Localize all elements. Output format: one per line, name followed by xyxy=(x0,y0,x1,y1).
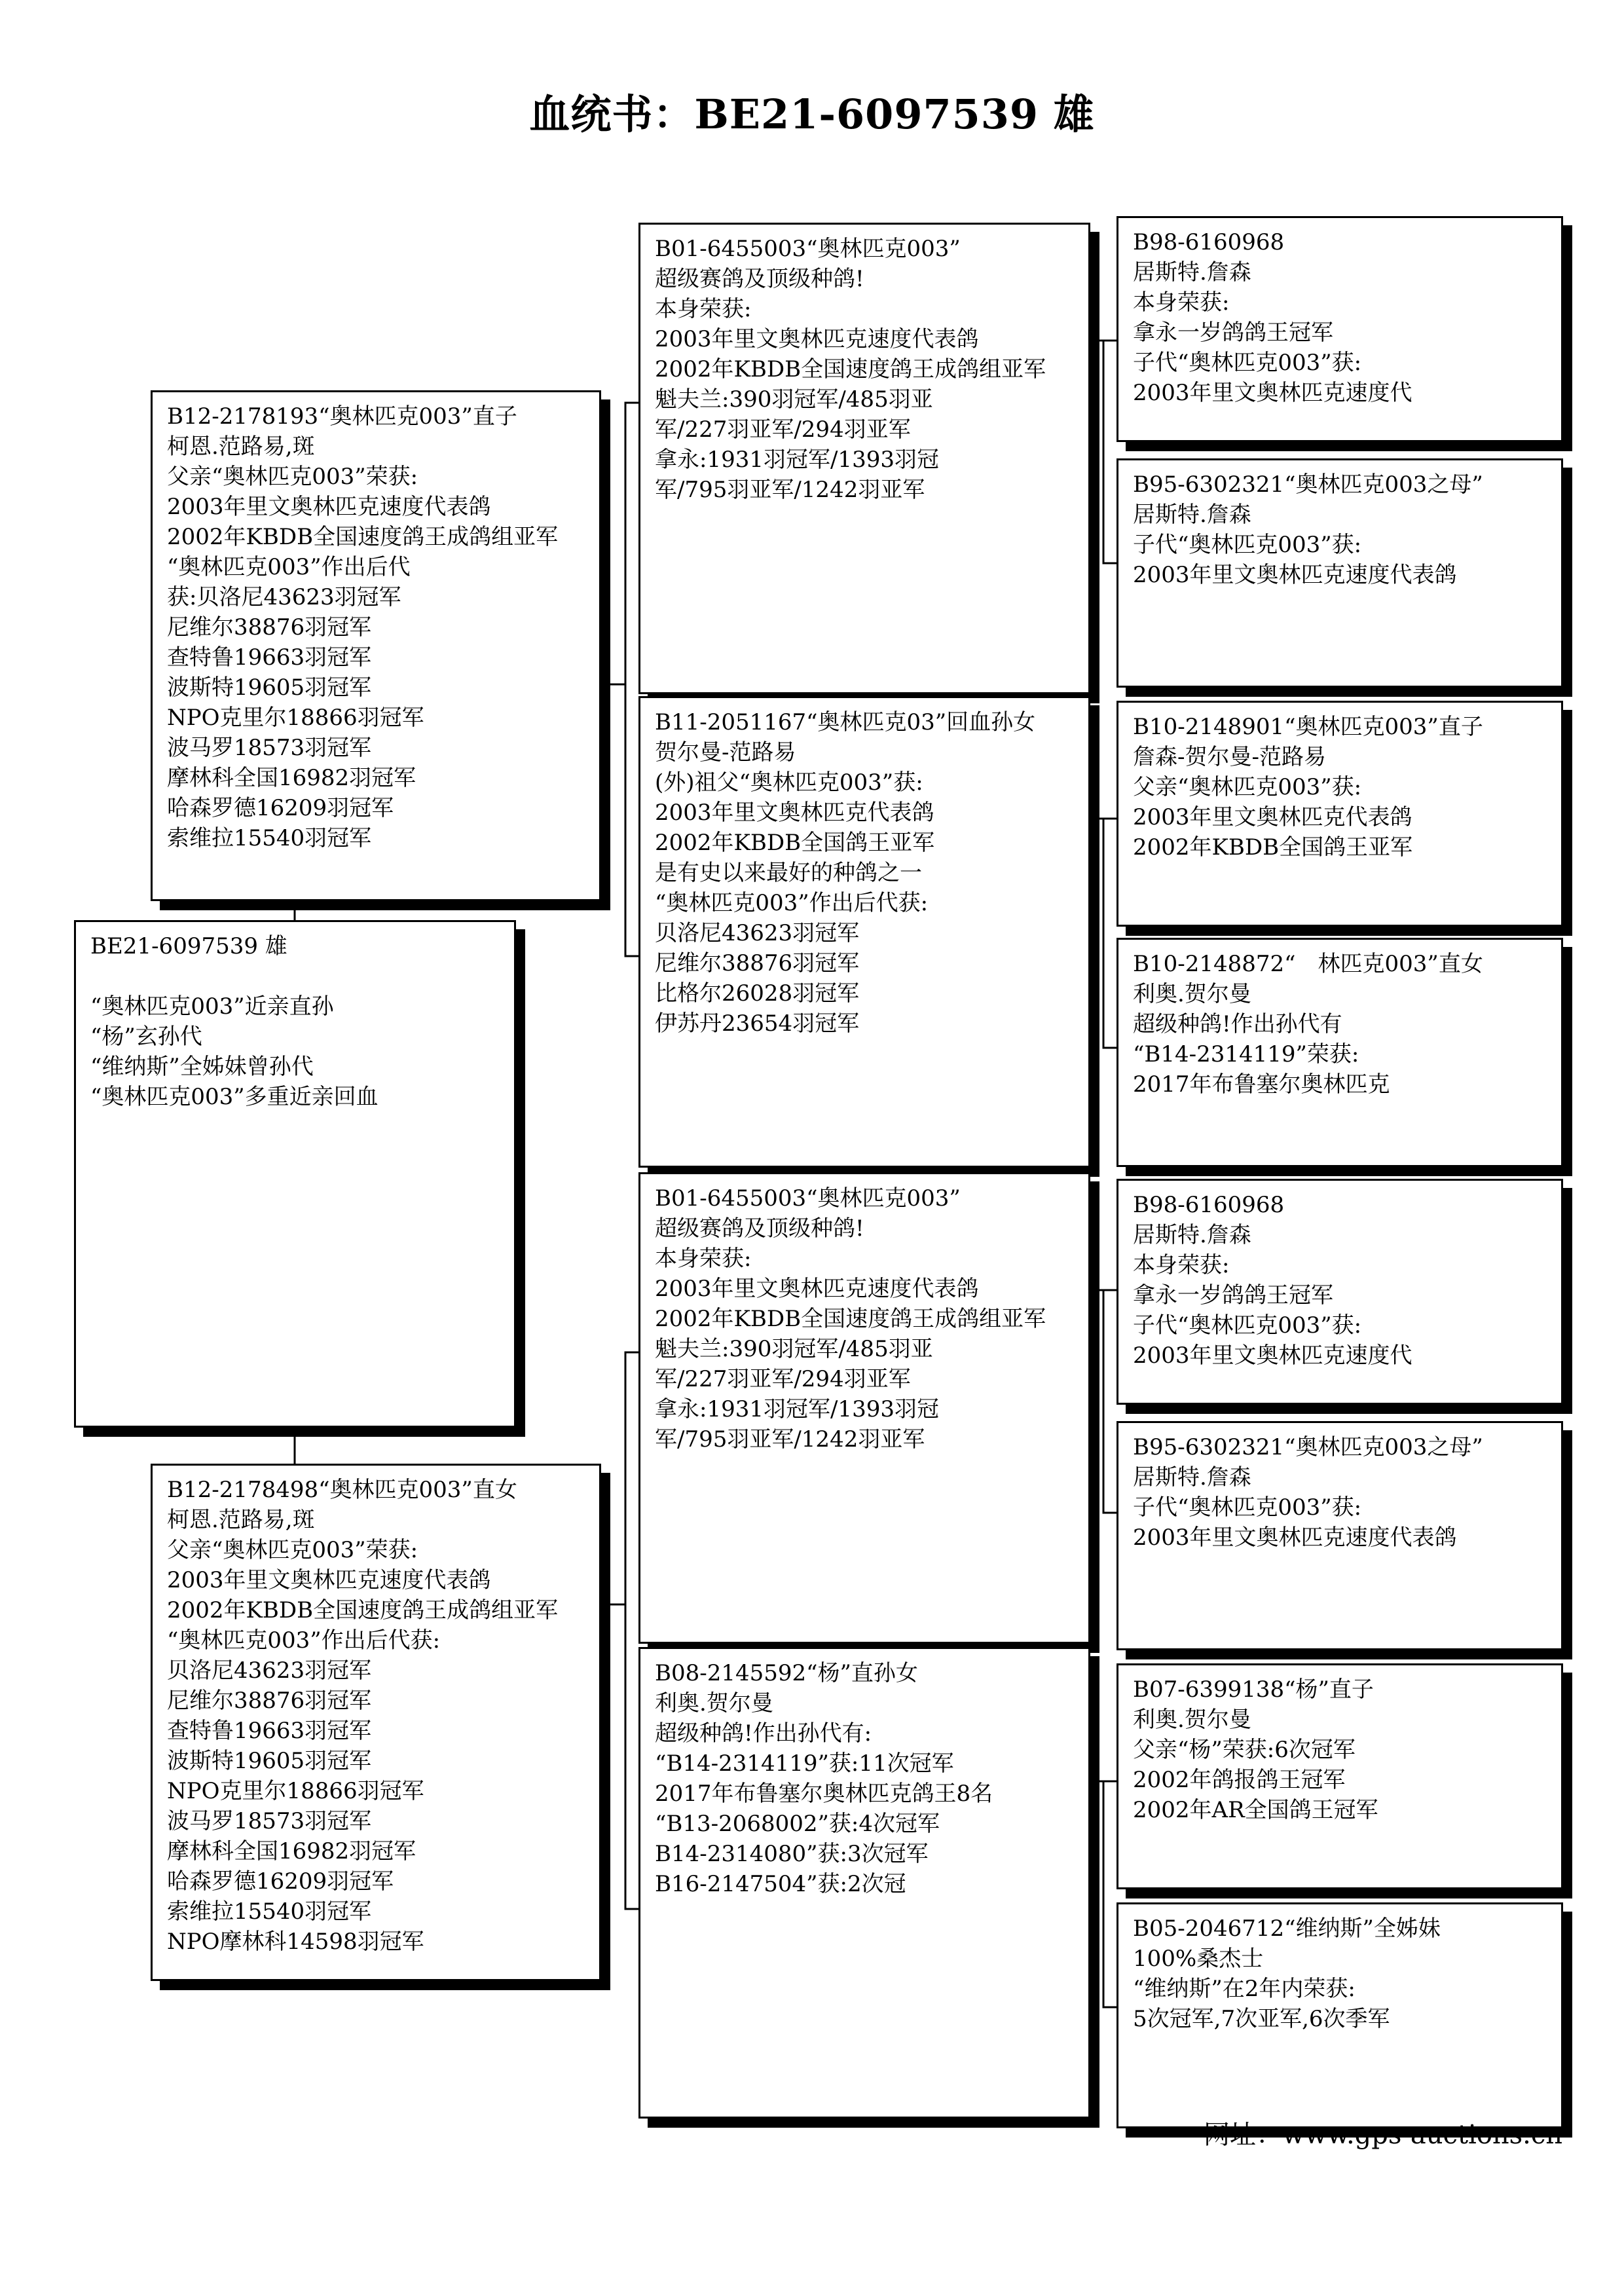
card-line: 哈森罗德16209羽冠军 xyxy=(167,1868,394,1895)
connector-dam-bracket xyxy=(625,1352,638,1909)
card-line: BE21-6097539 雄 xyxy=(90,933,287,959)
card-line: 父亲“杨”荣获:6次冠军 xyxy=(1133,1737,1356,1763)
card-line: B98-6160968 xyxy=(1133,1192,1285,1218)
card-line: 2003年里文奥林匹克速度代 xyxy=(1133,1342,1412,1369)
card-line: NPO克里尔18866羽冠军 xyxy=(167,705,424,731)
card-line: B05-2046712“维纳斯”全姊妹 xyxy=(1133,1916,1441,1942)
subject-card xyxy=(74,920,516,1428)
card-line: 父亲“奥林匹克003”荣获: xyxy=(167,1537,418,1563)
card-line: 本身荣获: xyxy=(1133,289,1230,316)
card-line: 军/227羽亚军/294羽亚军 xyxy=(655,417,911,443)
card-line: 波马罗18573羽冠军 xyxy=(167,1808,372,1834)
card-line: “奥林匹克003”作出后代获: xyxy=(167,1627,441,1654)
card-line: 波斯特19605羽冠军 xyxy=(167,1748,372,1774)
card-line: “B14-2314119”荣获: xyxy=(1133,1041,1359,1067)
card-line: (外)祖父“奥林匹克003”获: xyxy=(655,769,923,796)
card-line: 利奥.贺尔曼 xyxy=(1133,981,1251,1007)
gen4-card-2 xyxy=(1116,458,1563,688)
card-line: 尼维尔38876羽冠军 xyxy=(167,1688,372,1714)
card-line: NPO摩林科14598羽冠军 xyxy=(167,1929,424,1955)
card-line: 索维拉15540羽冠军 xyxy=(167,825,372,851)
card-line: B08-2145592“杨”直孙女 xyxy=(655,1660,918,1686)
card-line: 摩林科全国16982羽冠军 xyxy=(167,1838,416,1864)
card-line: 魁夫兰:390羽冠军/485羽亚 xyxy=(655,386,933,413)
card-line: 100%桑杰士 xyxy=(1133,1946,1264,1972)
card-line: 军/795羽亚军/1242羽亚军 xyxy=(655,477,925,503)
card-line: 哈森罗德16209羽冠军 xyxy=(167,795,394,821)
card-line: B12-2178498“奥林匹克003”直女 xyxy=(167,1477,517,1503)
card-line: 是有史以来最好的种鸽之一 xyxy=(655,860,922,886)
card-line: 索维拉15540羽冠军 xyxy=(167,1898,372,1925)
connector-sire-bracket xyxy=(625,403,638,956)
card-line: 居斯特.詹森 xyxy=(1133,1222,1251,1248)
card-line: 5次冠军,7次亚军,6次季军 xyxy=(1133,2006,1390,2032)
card-line: 2002年KBDB全国速度鸽王成鸽组亚军 xyxy=(167,524,559,550)
dam-card xyxy=(151,1464,601,1981)
card-line: 2003年里文奥林匹克速度代表鸽 xyxy=(655,326,979,352)
card-line xyxy=(90,961,504,991)
gen3-card-2 xyxy=(638,696,1090,1168)
card-line: B10-2148901“奥林匹克003”直子 xyxy=(1133,714,1483,740)
card-line: NPO克里尔18866羽冠军 xyxy=(167,1778,424,1804)
card-line: “奥林匹克003”作出后代获: xyxy=(655,890,929,916)
card-line: 詹森-贺尔曼-范路易 xyxy=(1133,744,1326,770)
gen4-card-3 xyxy=(1116,701,1563,927)
card-line: 超级种鸽!作出孙代有 xyxy=(1133,1011,1342,1037)
card-line: 2002年KBDB全国速度鸽王成鸽组亚军 xyxy=(655,1306,1046,1332)
card-line: 尼维尔38876羽冠军 xyxy=(167,614,372,640)
card-line: “奥林匹克003”作出后代 xyxy=(167,554,411,580)
card-line: 贝洛尼43623羽冠军 xyxy=(655,920,860,946)
card-line: 子代“奥林匹克003”获: xyxy=(1133,350,1362,376)
card-line: 查特鲁19663羽冠军 xyxy=(167,1718,372,1744)
card-line: 军/227羽亚军/294羽亚军 xyxy=(655,1366,911,1392)
card-line: 波马罗18573羽冠军 xyxy=(167,735,372,761)
card-line: 查特鲁19663羽冠军 xyxy=(167,644,372,671)
card-line: 拿永一岁鸽鸽王冠军 xyxy=(1133,1282,1333,1308)
card-line: B98-6160968 xyxy=(1133,229,1285,255)
card-line: 居斯特.詹森 xyxy=(1133,1464,1251,1491)
gen4-card-1 xyxy=(1116,216,1563,442)
card-line: B95-6302321“奥林匹克003之母” xyxy=(1133,472,1483,498)
card-line: B11-2051167“奥林匹克03”回血孙女 xyxy=(655,709,1036,735)
card-line: 超级赛鸽及顶级种鸽! xyxy=(655,266,864,292)
card-line: 2002年AR全国鸽王冠军 xyxy=(1133,1797,1378,1823)
card-line: 2002年KBDB全国速度鸽王成鸽组亚军 xyxy=(655,356,1046,382)
card-line: 波斯特19605羽冠军 xyxy=(167,675,372,701)
card-line: 伊苏丹23654羽冠军 xyxy=(655,1010,860,1037)
card-line: “B13-2068002”获:4次冠军 xyxy=(655,1811,940,1837)
gen3-card-1 xyxy=(638,223,1090,694)
card-line: 利奥.贺尔曼 xyxy=(1133,1707,1251,1733)
connector-gen3-1 xyxy=(1090,341,1116,563)
card-line: 拿永一岁鸽鸽王冠军 xyxy=(1133,320,1333,346)
card-line: B10-2148872“ 林匹克003”直女 xyxy=(1133,951,1483,977)
card-line: 2003年里文奥林匹克代表鸽 xyxy=(655,800,934,826)
card-line: 获:贝洛尼43623羽冠军 xyxy=(167,584,401,610)
card-line: “B14-2314119”获:11次冠军 xyxy=(655,1750,954,1777)
card-line: B95-6302321“奥林匹克003之母” xyxy=(1133,1434,1483,1460)
gen4-card-5 xyxy=(1116,1179,1563,1405)
connector-gen3-3 xyxy=(1090,1290,1116,1513)
card-line: “奥林匹克003”多重近亲回血 xyxy=(90,1084,378,1110)
card-line: B01-6455003“奥林匹克003” xyxy=(655,1185,961,1212)
card-line: 2003年里文奥林匹克速度代表鸽 xyxy=(1133,562,1457,588)
card-line: 2003年里文奥林匹克速度代表鸽 xyxy=(167,1567,491,1593)
card-line: 2002年鸽报鸽王冠军 xyxy=(1133,1767,1346,1793)
card-line: 贝洛尼43623羽冠军 xyxy=(167,1657,372,1684)
connector-gen3-2 xyxy=(1090,819,1116,1048)
card-line: 2003年里文奥林匹克速度代表鸽 xyxy=(167,494,491,520)
card-line: 柯恩.范路易,斑 xyxy=(167,434,315,460)
gen4-card-4 xyxy=(1116,938,1563,1167)
card-line: 子代“奥林匹克003”获: xyxy=(1133,1312,1362,1339)
card-line: 拿永:1931羽冠军/1393羽冠 xyxy=(655,1396,939,1422)
gen4-card-7 xyxy=(1116,1663,1563,1889)
card-line: 2003年里文奥林匹克速度代表鸽 xyxy=(655,1276,979,1302)
card-line: B16-2147504”获:2次冠 xyxy=(655,1871,906,1897)
card-line: 2017年布鲁塞尔奥林匹克鸽王8名 xyxy=(655,1781,993,1807)
card-line: 2002年KBDB全国速度鸽王成鸽组亚军 xyxy=(167,1597,559,1623)
card-line: 子代“奥林匹克003”获: xyxy=(1133,532,1362,558)
page-title: 血统书：BE21-6097539 雄 xyxy=(529,90,1095,138)
card-line: 超级种鸽!作出孙代有: xyxy=(655,1720,872,1747)
connector-gen3-4 xyxy=(1090,1781,1116,2007)
card-line: 居斯特.詹森 xyxy=(1133,259,1251,286)
card-line: B01-6455003“奥林匹克003” xyxy=(655,236,961,262)
card-line: 本身荣获: xyxy=(655,296,752,322)
card-line: 2003年里文奥林匹克速度代 xyxy=(1133,380,1412,406)
card-line: B07-6399138“杨”直子 xyxy=(1133,1676,1374,1703)
card-line: 贺尔曼-范路易 xyxy=(655,739,796,766)
card-line: “奥林匹克003”近亲直孙 xyxy=(90,993,334,1020)
gen4-card-8 xyxy=(1116,1902,1563,2128)
card-line: 尼维尔38876羽冠军 xyxy=(655,950,860,976)
card-line: 2003年里文奥林匹克代表鸽 xyxy=(1133,804,1412,830)
card-line: 父亲“奥林匹克003”获: xyxy=(1133,774,1362,800)
card-line: 军/795羽亚军/1242羽亚军 xyxy=(655,1426,925,1453)
card-line: B14-2314080”获:3次冠军 xyxy=(655,1841,929,1867)
card-line: “维纳斯”在2年内荣获: xyxy=(1133,1976,1356,2002)
card-line: 2002年KBDB全国鸽王亚军 xyxy=(1133,834,1413,861)
card-line: 魁夫兰:390羽冠军/485羽亚 xyxy=(655,1336,933,1362)
card-line: 本身荣获: xyxy=(1133,1252,1230,1278)
gen4-card-6 xyxy=(1116,1421,1563,1650)
card-line: “维纳斯”全姊妹曾孙代 xyxy=(90,1054,314,1080)
card-line: 2017年布鲁塞尔奥林匹克 xyxy=(1133,1071,1390,1098)
card-line: 超级赛鸽及顶级种鸽! xyxy=(655,1215,864,1242)
card-line: 2002年KBDB全国鸽王亚军 xyxy=(655,830,935,856)
card-line: 拿永:1931羽冠军/1393羽冠 xyxy=(655,447,939,473)
card-line: 居斯特.詹森 xyxy=(1133,502,1251,528)
card-line: 柯恩.范路易,斑 xyxy=(167,1507,315,1533)
website-footer: 网址：www.gps-auctions.cn xyxy=(1204,2120,1563,2150)
card-line: 比格尔26028羽冠军 xyxy=(655,980,860,1007)
card-line: 2003年里文奥林匹克速度代表鸽 xyxy=(1133,1525,1457,1551)
gen3-card-3 xyxy=(638,1172,1090,1644)
card-line: B12-2178193“奥林匹克003”直子 xyxy=(167,403,517,430)
card-line: 利奥.贺尔曼 xyxy=(655,1690,773,1716)
card-line: 摩林科全国16982羽冠军 xyxy=(167,765,416,791)
card-line: 本身荣获: xyxy=(655,1246,752,1272)
sire-card xyxy=(151,390,601,901)
card-line: “杨”玄孙代 xyxy=(90,1024,202,1050)
card-line: 子代“奥林匹克003”获: xyxy=(1133,1494,1362,1521)
gen3-card-4 xyxy=(638,1647,1090,2119)
card-line: 父亲“奥林匹克003”荣获: xyxy=(167,464,418,490)
